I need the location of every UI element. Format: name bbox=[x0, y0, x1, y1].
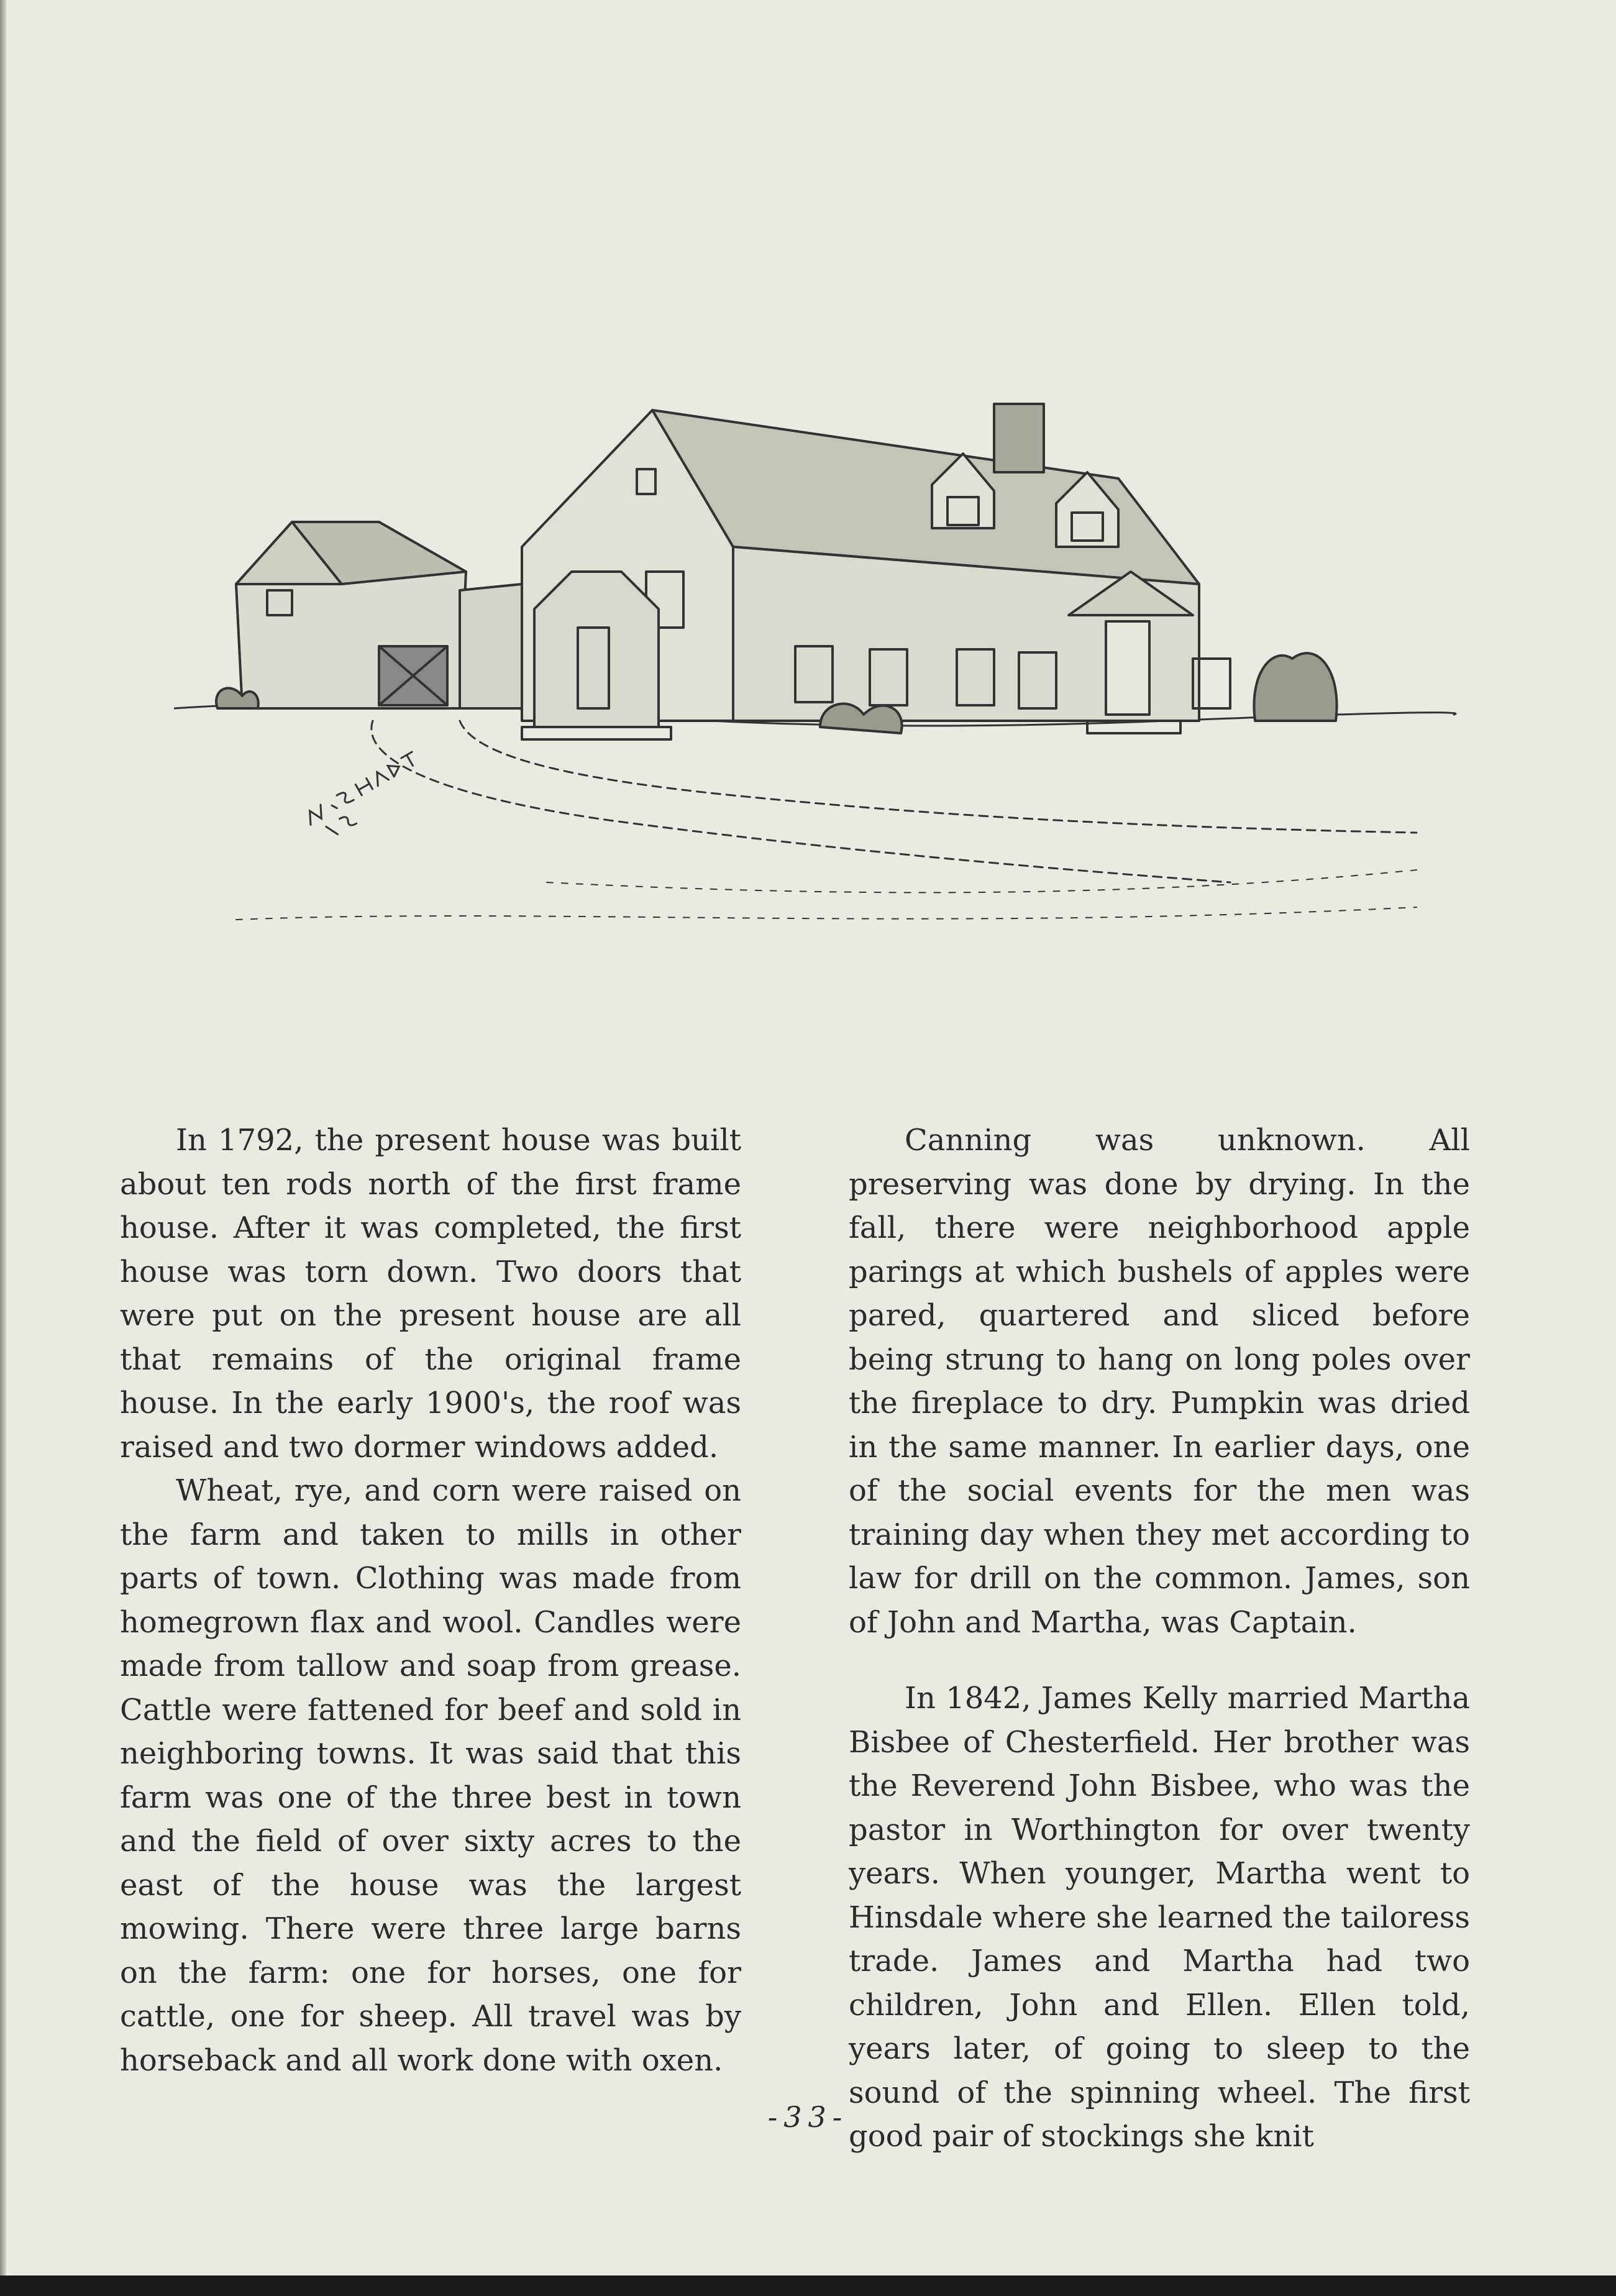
left-text-column bbox=[120, 1118, 741, 2082]
paragraph: In 1842, James Kelly married Martha Bisbee of Chesterfield. Her brother was the Reverend John Bisbee, who was the pastor in Worthington for over twenty years. When younger, Martha went to Hinsdale where she learned the tailoress trade. James and Martha had two children, John and Ellen. Ellen told, years later, of going to sleep to the sound of the spinning wheel. The first good pair of stockings she knit bbox=[849, 1681, 1470, 2154]
page-binding-edge bbox=[0, 0, 6, 2296]
paragraph: Wheat, rye, and corn were raised on the farm and taken to mills in other parts of town. Clothing was made from homegrown flax and wool. Candles were made from tallow and soap from grease. Cattle were fattened for beef and sold in neighboring towns. It was said that this farm was one of the three best in town and the field of over sixty acres to the east of the house was the largest mowing. There were three large barns on the farm: one for horses, one for cattle, one for sheep. All travel was by horseback and all work done with oxen. bbox=[120, 1473, 741, 2078]
right-text-column bbox=[849, 1118, 1470, 2159]
paragraph: In 1792, the present house was built about ten rods north of the first frame house. After it was completed, the first house was torn down. Two doors that were put on the present house are all that remains of the original frame house. In the early 1900's, the roof was raised and two dormer windows added. bbox=[120, 1123, 741, 1465]
farmhouse-illustration bbox=[174, 323, 1466, 1007]
house-drawing bbox=[522, 404, 1230, 739]
paragraph: Canning was unknown. All preserving was done by drying. In the fall, there were neighborhood apple parings at which bushels of apples were pared, quartered and sliced before being strung to hang on long poles over the fireplace to dry. Pumpkin was dried in the same manner. In earlier days, one of the social events for the men was training day when they met according to law for drill on the common. James, son of John and Martha, was Captain. bbox=[849, 1123, 1470, 1640]
page-bottom-edge bbox=[0, 2275, 1616, 2296]
barn-drawing bbox=[236, 522, 466, 708]
page-number: -33- bbox=[767, 2100, 849, 2134]
artist-signature bbox=[304, 752, 429, 844]
